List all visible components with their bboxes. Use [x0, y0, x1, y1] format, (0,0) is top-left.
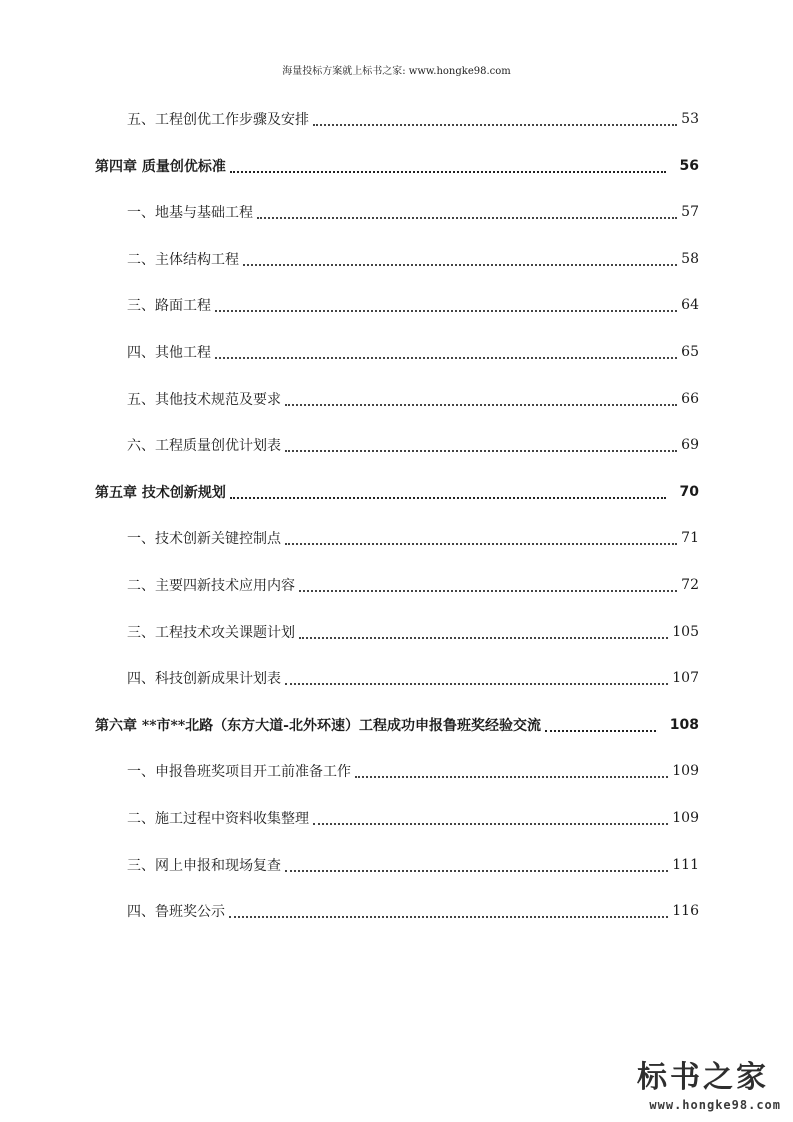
toc-section-entry[interactable]: [127, 666, 699, 690]
toc-page-number: 70: [679, 484, 699, 500]
toc-entry-title: 一、申报鲁班奖项目开工前准备工作: [127, 764, 351, 780]
toc-section-entry[interactable]: [127, 293, 699, 317]
toc-page-number: 108: [669, 717, 699, 733]
toc-dot-leader: [299, 623, 668, 639]
toc-dot-leader: [285, 856, 668, 872]
toc-dot-leader: [215, 343, 677, 359]
toc-entry-title: 三、网上申报和现场复查: [127, 858, 281, 874]
toc-dot-leader: [230, 483, 666, 499]
toc-dot-leader: [313, 809, 668, 825]
logo-url: www.hongke98.com: [649, 1098, 781, 1112]
toc-entry-title: 五、工程创优工作步骤及安排: [127, 112, 309, 128]
toc-section-entry[interactable]: [127, 107, 699, 131]
toc-page-number: 69: [681, 437, 699, 453]
toc-page-number: 58: [681, 251, 699, 267]
toc-dot-leader: [230, 157, 666, 173]
toc-page-number: 56: [679, 158, 699, 174]
toc-page-number: 111: [672, 857, 699, 873]
toc-page-number: 65: [681, 344, 699, 360]
toc-page-number: 71: [681, 530, 699, 546]
toc-chapter-entry[interactable]: [95, 154, 699, 178]
site-logo: [611, 1052, 781, 1112]
toc-entry-title: 第五章 技术创新规划: [95, 485, 226, 501]
toc-entry-title: 第六章 **市**北路（东方大道-北外环速）工程成功申报鲁班奖经验交流: [95, 718, 541, 734]
toc-section-entry[interactable]: [127, 526, 699, 550]
toc-dot-leader: [243, 250, 677, 266]
toc-dot-leader: [355, 762, 668, 778]
toc-entry-title: 四、鲁班奖公示: [127, 904, 225, 920]
toc-entry-title: 二、主要四新技术应用内容: [127, 578, 295, 594]
toc-dot-leader: [229, 902, 668, 918]
toc-page-number: 64: [681, 297, 699, 313]
toc-entry-title: 四、科技创新成果计划表: [127, 671, 281, 687]
toc-entry-title: 二、主体结构工程: [127, 252, 239, 268]
toc-page-number: 53: [681, 111, 699, 127]
toc-dot-leader: [545, 716, 656, 732]
toc-page-number: 109: [672, 763, 699, 779]
toc-entry-title: 三、工程技术攻关课题计划: [127, 625, 295, 641]
toc-entry-title: 一、技术创新关键控制点: [127, 531, 281, 547]
toc-chapter-entry[interactable]: [95, 713, 699, 737]
toc-dot-leader: [285, 436, 677, 452]
toc-entry-title: 一、地基与基础工程: [127, 205, 253, 221]
toc-dot-leader: [215, 296, 677, 312]
toc-entry-title: 四、其他工程: [127, 345, 211, 361]
toc-section-entry[interactable]: [127, 899, 699, 923]
logo-text: 标书之家: [637, 1060, 769, 1095]
toc-section-entry[interactable]: [127, 620, 699, 644]
toc-entry-title: 第四章 质量创优标准: [95, 159, 226, 175]
toc-page-number: 107: [672, 670, 699, 686]
toc-entry-title: 六、工程质量创优计划表: [127, 438, 281, 454]
toc-section-entry[interactable]: [127, 340, 699, 364]
toc-chapter-entry[interactable]: [95, 480, 699, 504]
toc-section-entry[interactable]: [127, 759, 699, 783]
toc-page-number: 109: [672, 810, 699, 826]
toc-section-entry[interactable]: [127, 200, 699, 224]
toc-dot-leader: [285, 390, 677, 406]
toc-page-number: 66: [681, 391, 699, 407]
toc-dot-leader: [299, 576, 677, 592]
toc-dot-leader: [285, 529, 677, 545]
toc-dot-leader: [285, 669, 668, 685]
toc-section-entry[interactable]: [127, 387, 699, 411]
toc-entry-title: 二、施工过程中资料收集整理: [127, 811, 309, 827]
toc-section-entry[interactable]: [127, 433, 699, 457]
toc-dot-leader: [257, 203, 677, 219]
toc-entry-title: 五、其他技术规范及要求: [127, 392, 281, 408]
toc-page-number: 57: [681, 204, 699, 220]
toc-section-entry[interactable]: [127, 806, 699, 830]
toc-section-entry[interactable]: [127, 573, 699, 597]
toc-section-entry[interactable]: [127, 247, 699, 271]
toc-section-entry[interactable]: [127, 853, 699, 877]
toc-page-number: 72: [681, 577, 699, 593]
toc-page-number: 105: [672, 624, 699, 640]
toc-entry-title: 三、路面工程: [127, 298, 211, 314]
toc-dot-leader: [313, 110, 677, 126]
page-header: 海量投标方案就上标书之家: www.hongke98.com: [282, 66, 511, 77]
toc-page-number: 116: [672, 903, 699, 919]
